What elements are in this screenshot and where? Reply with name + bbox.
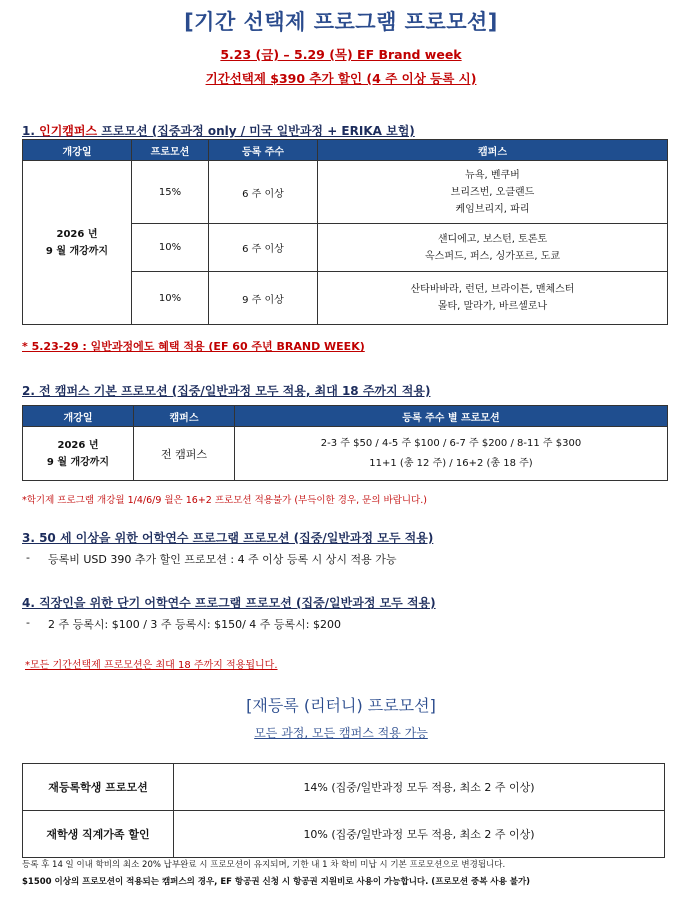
brand-week-dates-text: 5.23 (금) – 5.29 (목) EF Brand week [220, 47, 462, 62]
s1-campus-line: 몰타, 말라가, 바르셀로나 [437, 301, 548, 312]
s1-campus-line: 옥스퍼드, 퍼스, 싱가포르, 도쿄 [425, 250, 560, 262]
section3-text: 등록비 USD 390 추가 할인 프로모션 : 4 주 이상 등록 시 상시 적용 가능 [48, 553, 397, 566]
section1-number: 1. [22, 124, 35, 138]
page-title: [기간 선택제 프로그램 프로모션] [184, 10, 498, 34]
s1-campus-line: 뉴욕, 벤쿠버 [465, 169, 520, 181]
s2-promo [235, 427, 668, 481]
returner-row-value: 14% (집중/일반과정 모두 적용, 최소 2 주 이상) [174, 764, 665, 811]
s1-promo: 15% [132, 161, 209, 224]
s2-campus: 전 캠퍼스 [134, 427, 235, 481]
returner-subtitle [0, 724, 682, 741]
section4-note: *모든 기간선택제 프로모션은 최대 18 주까지 적용됩니다. [25, 660, 278, 671]
s1-header-weeks: 등록 주수 [209, 140, 318, 161]
section3-bullet: - [26, 551, 30, 564]
returner-subtitle-text: 모든 과정, 모든 캠퍼스 적용 가능 [254, 726, 428, 740]
brand-week-discount [0, 69, 682, 87]
s1-header-promo: 프로모션 [132, 140, 209, 161]
section2-heading: 2. 전 캠퍼스 기본 프로모션 (집중/일반과정 모두 적용, 최대 18 주까지 적용) [22, 384, 431, 398]
footnote-1: 등록 후 14 일 이내 학비의 최소 20% 납부완료 시 프로모션이 유지되며, 기한 내 1 차 학비 미납 시 기본 프로모션으로 변경됩니다. [22, 860, 506, 870]
returner-row-value: 10% (집중/일반과정 모두 적용, 최소 2 주 이상) [174, 811, 665, 858]
s2-start-line1: 2026 년 [57, 439, 99, 451]
s1-header-start: 개강일 [23, 140, 132, 161]
s2-header-promo: 등록 주수 별 프로모션 [235, 406, 668, 427]
section3-heading: 3. 50 세 이상을 위한 어학연수 프로그램 프로모션 (집중/일반과정 모두 적용) [22, 531, 434, 545]
section2-note: *학기제 프로그램 개강월 1/4/6/9 월은 16+2 프로모션 적용불가 (부득이한 경우, 문의 바랍니다.) [22, 495, 427, 506]
s1-start-line2: 9 월 개강까지 [45, 245, 109, 257]
returner-table [22, 763, 665, 858]
s1-campus-line: 케임브리지, 파리 [455, 203, 530, 215]
s1-campus-line: 브리즈번, 오클랜드 [450, 186, 535, 198]
s1-promo: 10% [132, 224, 209, 272]
s2-promo-line1: 2-3 주 $50 / 4-5 주 $100 / 6-7 주 $200 / 8-11 주 $300 [320, 437, 582, 449]
section4-bullet: - [26, 616, 30, 629]
section4-heading: 4. 직장인을 위한 단기 어학연수 프로그램 프로모션 (집중/일반과정 모두 적용) [22, 596, 436, 610]
section2-table [22, 405, 668, 481]
s1-header-campus: 캠퍼스 [318, 140, 668, 161]
s1-campuses [318, 224, 668, 272]
section1-note: * 5.23-29 : 일반과정에도 혜택 적용 (EF 60 주년 BRAND WEEK) [22, 340, 365, 353]
brand-week-discount-text: 기간선택제 $390 추가 할인 (4 주 이상 등록 시) [205, 71, 477, 86]
section1-heading [22, 122, 415, 139]
s1-weeks: 6 주 이상 [209, 161, 318, 224]
s2-promo-line2: 11+1 (총 12 주) / 16+2 (총 18 주) [369, 457, 533, 469]
returner-title: [재등록 (리터니) 프로모션] [246, 696, 436, 715]
s1-weeks: 9 주 이상 [209, 272, 318, 325]
section1-heading-rest: 프로모션 (집중과정 only / 미국 일반과정 + ERIKA 보험) [97, 124, 415, 138]
s1-weeks: 6 주 이상 [209, 224, 318, 272]
s2-header-campus: 캠퍼스 [134, 406, 235, 427]
section4-text: 2 주 등록시: $100 / 3 주 등록시: $150/ 4 주 등록시: $200 [48, 618, 341, 631]
s1-promo: 10% [132, 272, 209, 325]
brand-week-dates [0, 45, 682, 63]
s1-start-line1: 2026 년 [56, 228, 98, 240]
s2-header-start: 개강일 [23, 406, 134, 427]
s1-campuses [318, 161, 668, 224]
s1-campuses [318, 272, 668, 325]
returner-row-label: 재학생 직계가족 할인 [23, 811, 174, 858]
section1-highlight: 인기캠퍼스 [39, 124, 98, 138]
s2-start-date [23, 427, 134, 481]
returner-row-label: 재등록학생 프로모션 [23, 764, 174, 811]
footnote-2: $1500 이상의 프로모션이 적용되는 캠퍼스의 경우, EF 항공권 신청 시 항공권 지원비로 사용이 가능합니다. (프로모션 중복 사용 불가) [22, 877, 531, 887]
s1-campus-line: 산타바바라, 런던, 브라이튼, 맨체스터 [410, 284, 575, 295]
s1-start-date [23, 161, 132, 325]
s2-start-line2: 9 월 개강까지 [46, 456, 110, 468]
section1-table [22, 139, 668, 325]
s1-campus-line: 샌디에고, 보스턴, 토론토 [437, 233, 548, 245]
